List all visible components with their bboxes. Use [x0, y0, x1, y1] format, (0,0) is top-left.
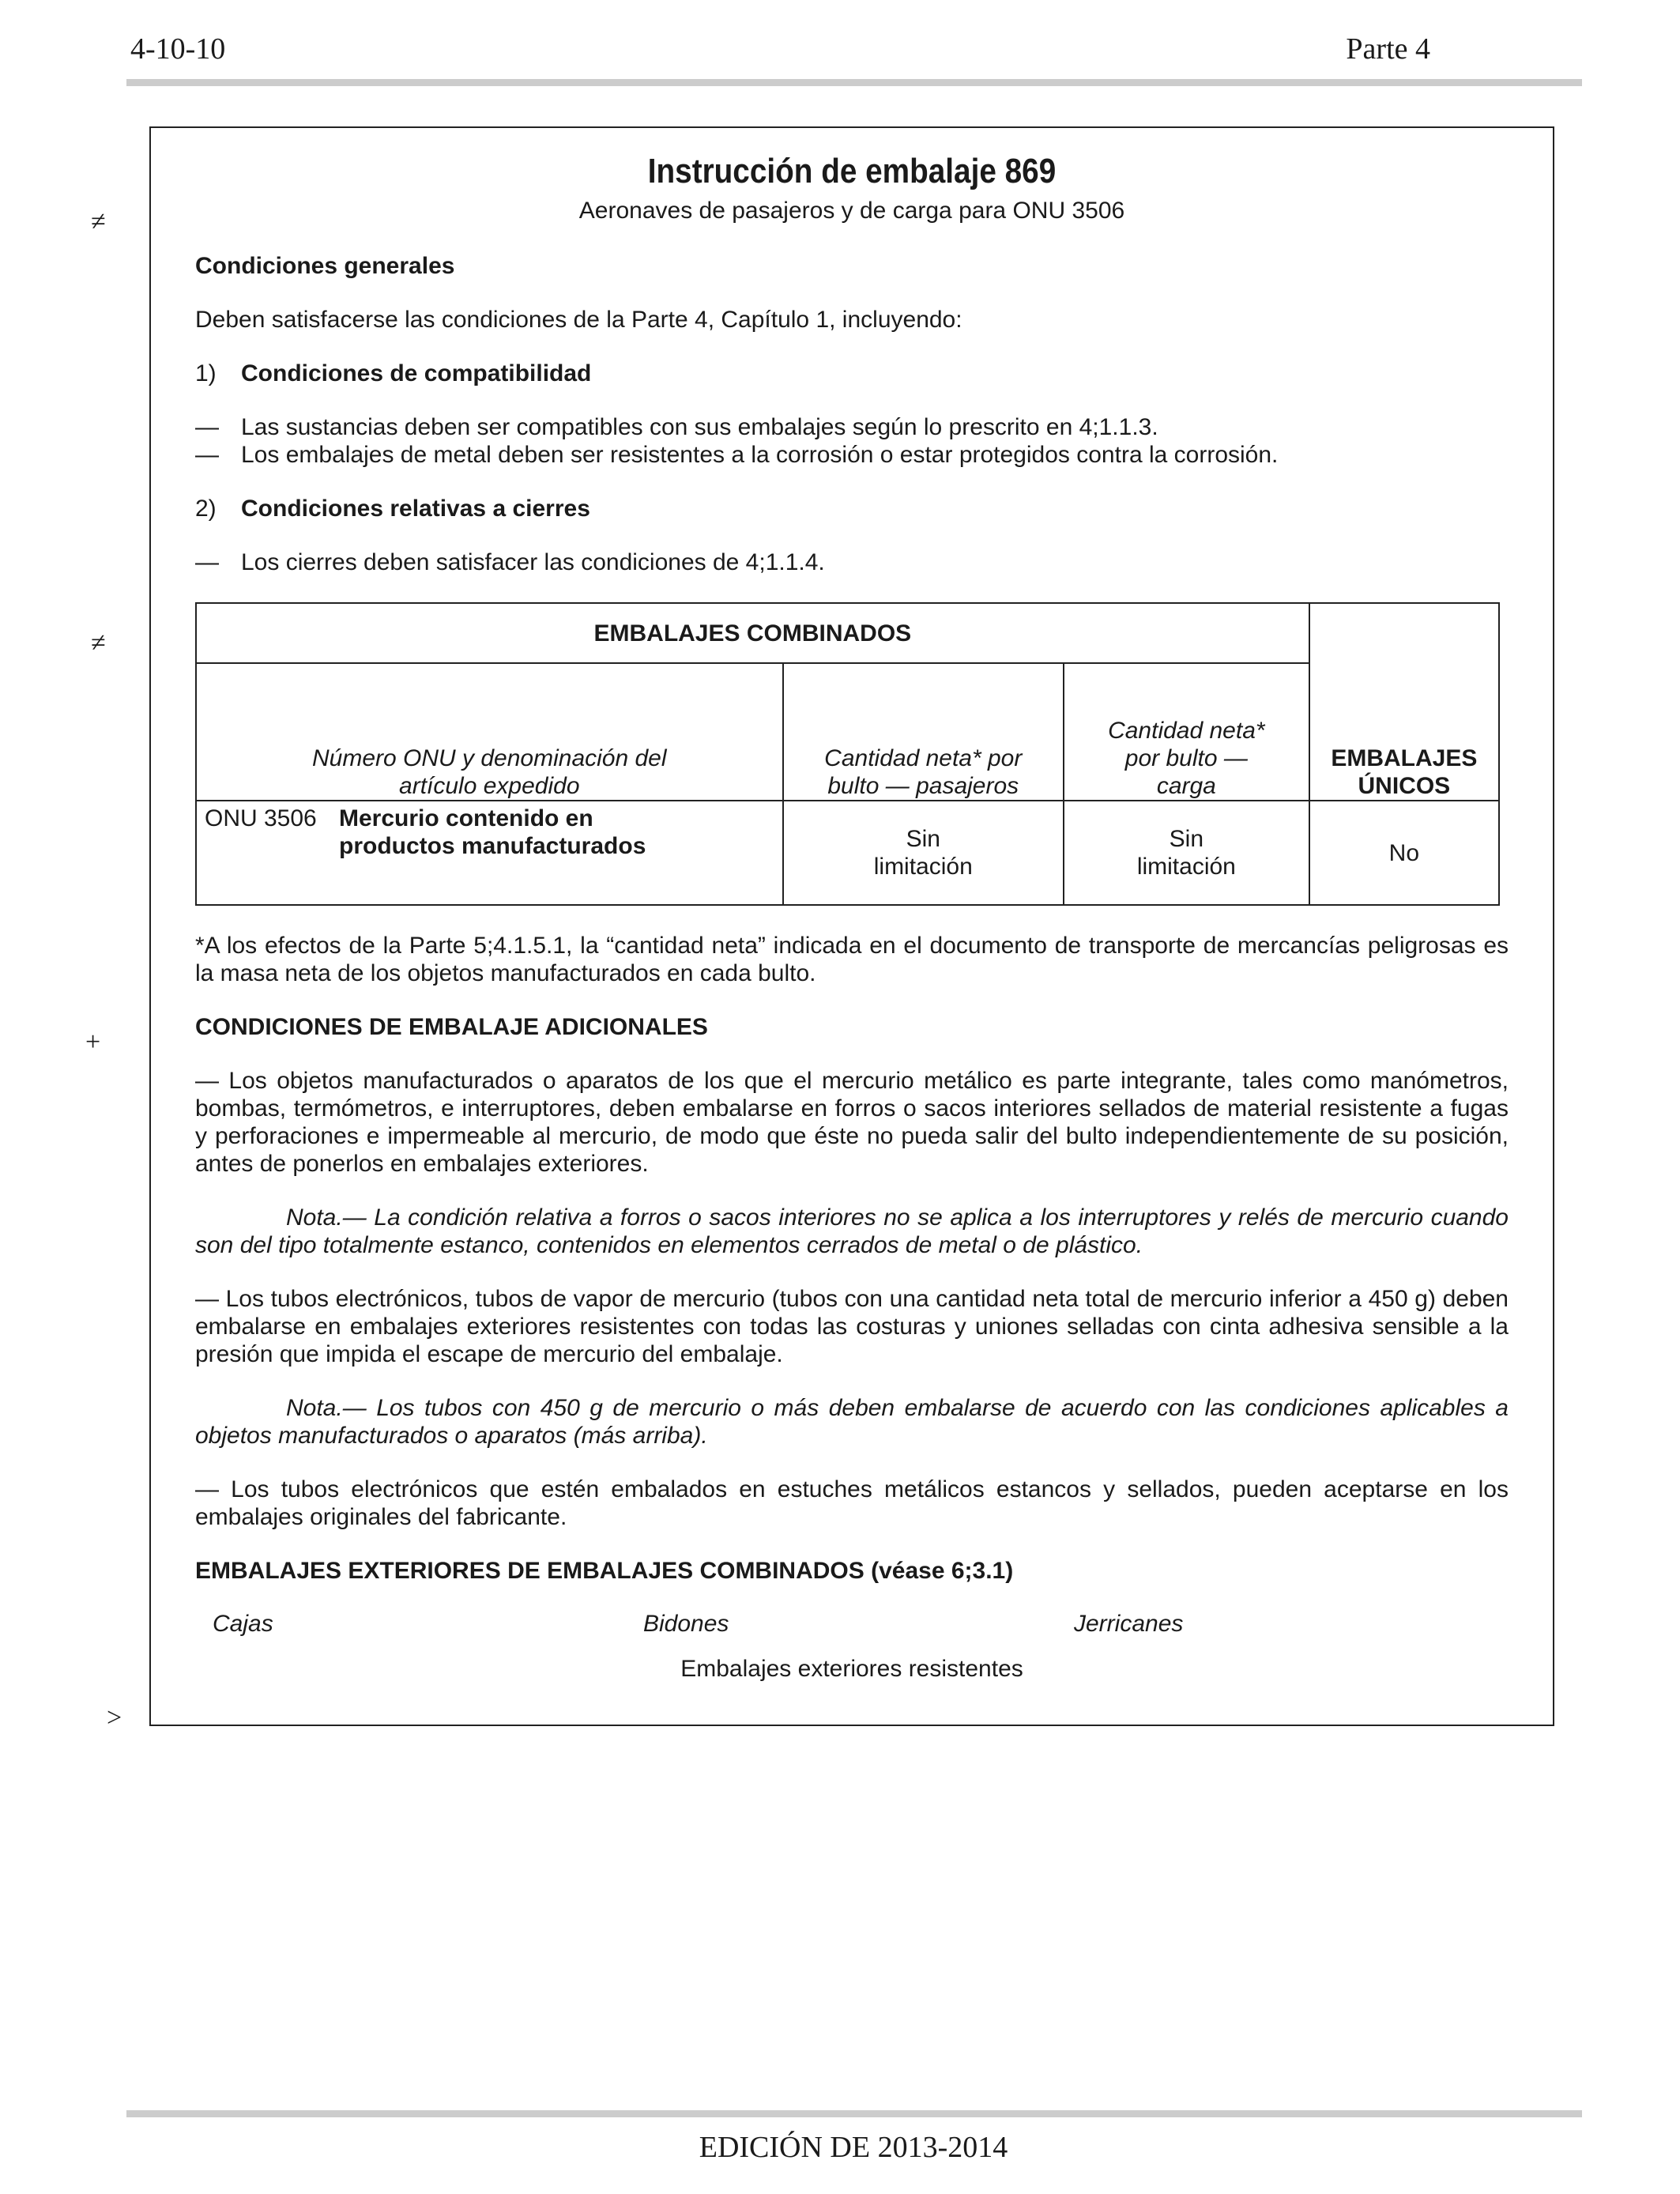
note-2-label: Nota.—	[286, 1395, 367, 1421]
item-2-number: 2)	[195, 496, 217, 522]
page-subtitle: Aeronaves de pasajeros y de carga para ONU 3506	[578, 198, 1125, 224]
table-col-name: Número ONU y denominación del artículo expedido	[196, 663, 783, 801]
outer-heading: EMBALAJES EXTERIORES DE EMBALAJES COMBINADOS (véase 6;3.1)	[195, 1558, 1014, 1584]
margin-mark-1: ≠	[91, 207, 106, 236]
table-cell-name: Mercurio contenido en productos manufacturados	[339, 805, 646, 859]
outer-type-boxes: Cajas	[213, 1611, 273, 1637]
table-row	[196, 801, 1499, 905]
additional-para-1: — Los objetos manufacturados o aparatos de los que el mercurio metálico es parte integrante, tales como manómetros, bombas, termómetros, e interruptores, deben embalarse en forros o sacos interiores sellados de material resistente a fugas y perforaciones e impermeable al mercurio, de modo que éste no pueda salir del bulto independientemente de su posición, antes de ponerlos en embalajes exteriores.	[195, 1068, 1509, 1177]
table-col-cargo: Cantidad neta* por bulto — carga	[1064, 663, 1309, 801]
table-cell-un: ONU 3506	[205, 805, 317, 831]
packing-instruction-box	[149, 126, 1554, 1726]
item-2	[195, 495, 1509, 522]
general-intro: Deben satisfacerse las condiciones de la Parte 4, Capítulo 1, incluyendo:	[195, 307, 962, 333]
item-2-title: Condiciones relativas a cierres	[241, 496, 590, 522]
table-cell-cargo: Sin limitación	[1064, 801, 1309, 905]
item-1-number: 1)	[195, 360, 217, 386]
outer-note: Embalajes exteriores resistentes	[680, 1656, 1023, 1682]
note-2	[195, 1394, 1509, 1449]
item-1-line-1-text: Las sustancias deben ser compatibles con sus embalajes según lo prescrito en 4;1.1.3.	[241, 414, 1158, 440]
dash-mark: —	[195, 549, 219, 575]
item-1	[195, 360, 1509, 387]
note-1-label: Nota.—	[286, 1204, 367, 1231]
dash-mark: —	[195, 414, 219, 440]
dash-mark: —	[195, 442, 219, 468]
additional-para-2: — Los tubos electrónicos, tubos de vapor de mercurio (tubos con una cantidad neta total de mercurio inferior a 450 g) deben embalarse en embalajes exteriores resistentes con todas las costuras y uniones selladas con cinta adhesiva sensible a la presión que impida el escape de mercurio del embalaje.	[195, 1286, 1509, 1367]
packaging-table	[195, 602, 1500, 906]
outer-type-jerricans: Jerricanes	[1074, 1611, 1184, 1637]
outer-types	[195, 1611, 1509, 1638]
table-cell-pax: Sin limitación	[783, 801, 1064, 905]
header-date: 4-10-10	[130, 32, 226, 66]
page-title: Instrucción de embalaje 869	[647, 152, 1057, 190]
margin-mark-3: +	[85, 1027, 101, 1057]
table-cell-article	[196, 801, 783, 905]
footnote: *A los efectos de la Parte 5;4.1.5.1, la “cantidad neta” indicada en el documento de transporte de mercancías peligrosas es la masa neta de los objetos manufacturados en cada bulto.	[195, 933, 1509, 986]
additional-para-3: — Los tubos electrónicos que estén embalados en estuches metálicos estancos y sellados, pueden aceptarse en los embalajes originales del fabricante.	[195, 1476, 1509, 1530]
item-1-line-2-text: Los embalajes de metal deben ser resistentes a la corrosión o estar protegidos contra la corrosión.	[241, 442, 1279, 468]
footer-rule	[126, 2110, 1582, 2117]
table-cell-single: No	[1309, 801, 1499, 905]
note-1-text: La condición relativa a forros o sacos interiores no se aplica a los interruptores y relés de mercurio cuando son del tipo totalmente estanco, contenidos en elementos cerrados de metal o de plástico.	[195, 1204, 1509, 1258]
general-heading: Condiciones generales	[195, 253, 455, 279]
note-1	[195, 1204, 1509, 1259]
table-col-pax: Cantidad neta* por bulto — pasajeros	[783, 663, 1064, 801]
item-2-line-1-text: Los cierres deben satisfacer las condiciones de 4;1.1.4.	[241, 549, 825, 575]
additional-heading: CONDICIONES DE EMBALAJE ADICIONALES	[195, 1014, 708, 1040]
item-1-title: Condiciones de compatibilidad	[241, 360, 592, 386]
note-2-text: Los tubos con 450 g de mercurio o más deben embalarse de acuerdo con las condiciones aplicables a objetos manufacturados o aparatos (más arriba).	[195, 1395, 1509, 1449]
item-2-line-1	[195, 548, 1509, 576]
margin-mark-2: ≠	[91, 628, 106, 658]
outer-type-drums: Bidones	[643, 1611, 729, 1637]
table-col-single: EMBALAJES ÚNICOS	[1309, 603, 1499, 801]
footer-edition: EDICIÓN DE 2013-2014	[699, 2131, 1008, 2164]
table-group-header: EMBALAJES COMBINADOS	[196, 603, 1309, 663]
item-1-line-2	[195, 441, 1509, 469]
header-part: Parte 4	[1346, 32, 1430, 66]
item-1-line-1	[195, 413, 1509, 441]
margin-mark-4: >	[107, 1703, 122, 1732]
header-rule	[126, 79, 1582, 86]
